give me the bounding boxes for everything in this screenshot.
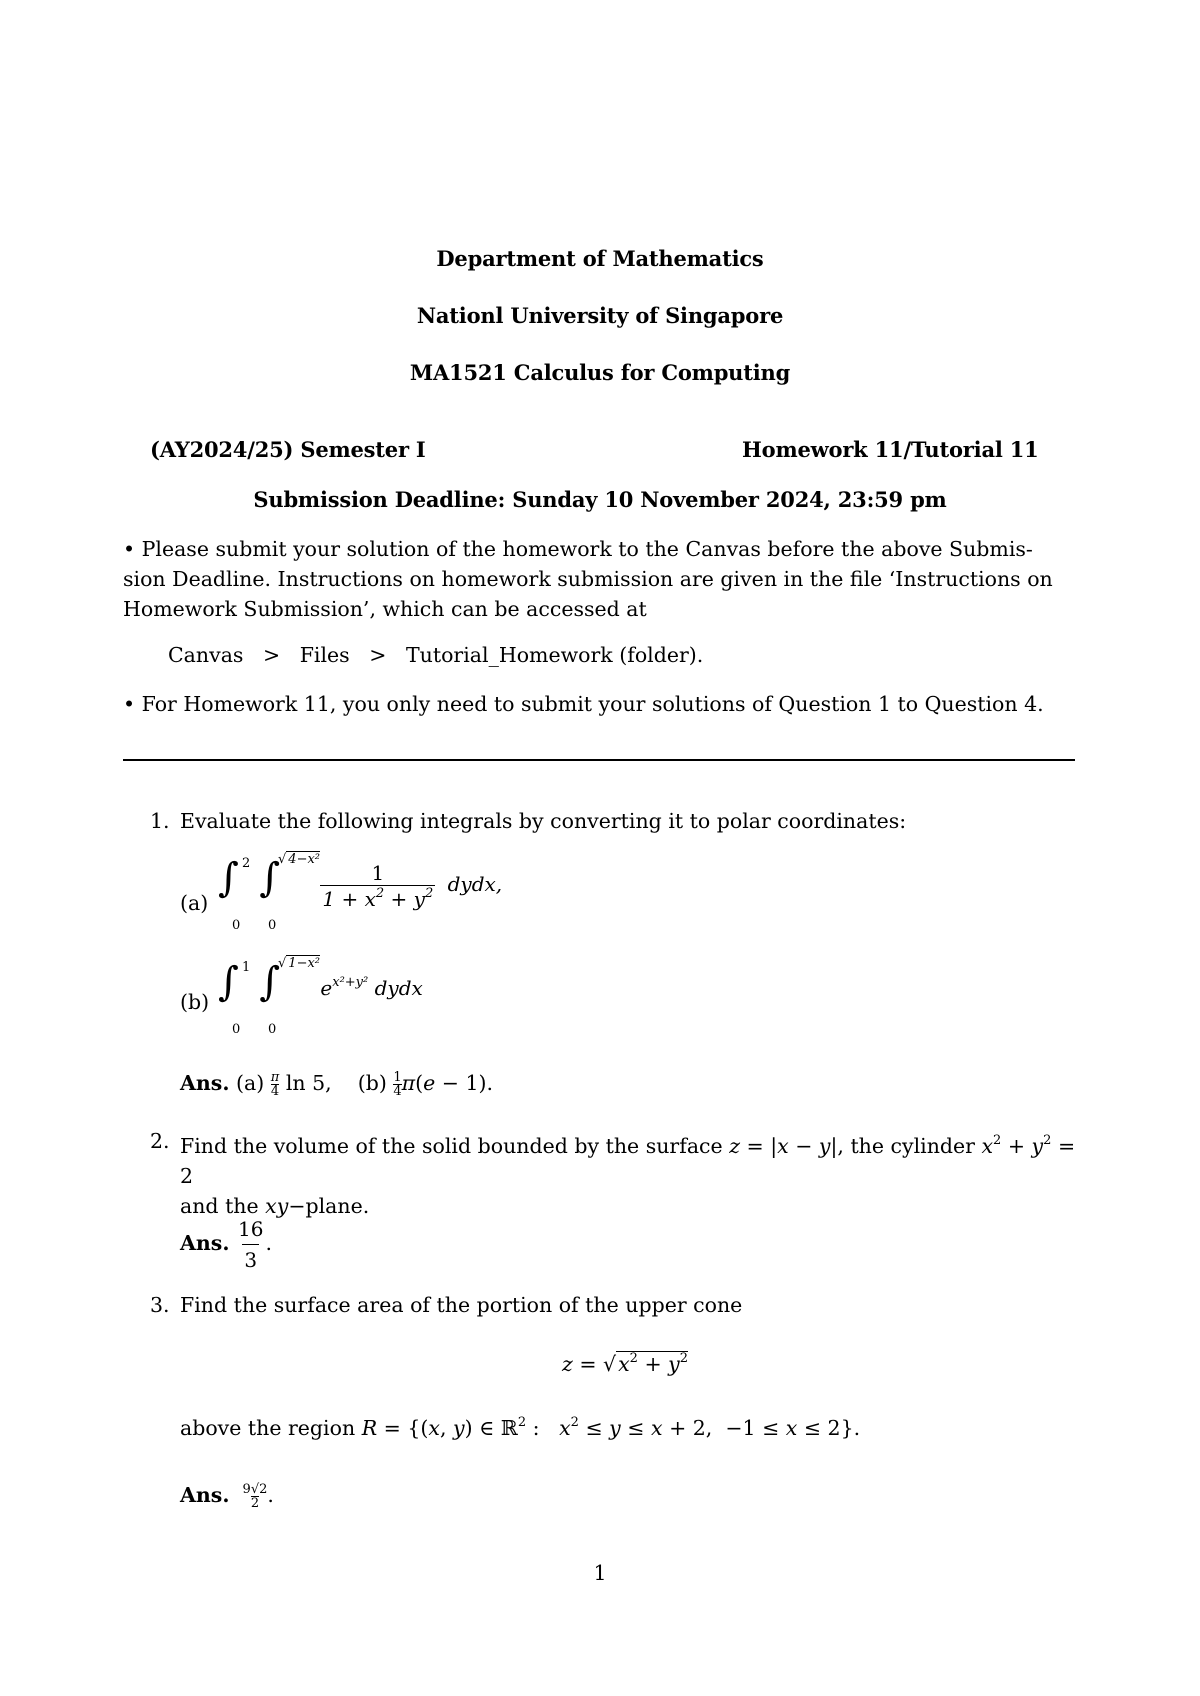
answer-label: Ans. — [180, 1071, 230, 1095]
q2-line-2: and the — [180, 1194, 259, 1218]
q2-text: Find the volume of the solid bounded by the surface z = |x − y|, the cylinder $x^2 + y^2 = 2$ and the xy−plane. — [180, 1133, 1076, 1218]
homework-label: Homework 11/Tutorial 11 — [742, 437, 1039, 462]
canvas-path: Canvas > Files > Tutorial_Homework (folder). — [168, 643, 704, 667]
instruction-line: Homework Submission’, which can be accessed at — [123, 597, 647, 621]
instruction-line: • Please submit your solution of the homework to the Canvas before the above Submis- — [123, 537, 1033, 561]
q3-cone-equation: $z = √x^2 + y^2$ — [562, 1351, 689, 1376]
course-title: MA1521 Calculus for Computing — [409, 360, 791, 385]
q1b-integral: ∫ 1 0 ∫ √ 1−x² 0 $e^{x^2+y^2}$ dydx — [218, 956, 423, 1037]
instruction-line: sion Deadline. Instructions on homework submission are given in the file ‘Instructions on — [123, 567, 1053, 591]
answer-label: Ans. — [180, 1483, 230, 1507]
university-title: Nationl University of Singapore — [416, 303, 784, 328]
instruction-bullet-2: • For Homework 11, you only need to submit your solutions of Question 1 to Question 4. — [123, 692, 1044, 716]
page-number: 1 — [593, 1561, 607, 1585]
q3-region-label: above the region — [180, 1416, 356, 1440]
q1-text: Evaluate the following integrals by converting it to polar coordinates: — [180, 809, 907, 833]
q2-plane: −plane. — [288, 1194, 370, 1218]
q3-answer: Ans. $\frac{9√2}{2}$ . — [180, 1482, 274, 1511]
q3-region: above the region R = {(x, y) ∈ ℝ$^2$ : $x^2 \le y \le x + 2$, −1 ≤ x ≤ 2}. — [180, 1415, 861, 1440]
q2-number: 2. — [150, 1129, 170, 1153]
q1a-integral: ∫ 2 0 ∫ √ 4−x² 0 $\frac{1}{1 + x^2 + y^2}$ dydx, — [218, 852, 503, 933]
q3-number: 3. — [150, 1293, 170, 1317]
answer-label: Ans. — [180, 1231, 230, 1255]
instruction-bullet-1 — [123, 534, 1083, 624]
q2-answer: Ans. $\frac{16}{3}$ . — [180, 1214, 272, 1275]
q1-number: 1. — [150, 809, 170, 833]
q1b-label: (b) — [180, 990, 210, 1014]
q3-text: Find the surface area of the portion of the upper cone — [180, 1293, 743, 1317]
q2-line-1: Find the volume of the solid bounded by the surface — [180, 1134, 723, 1158]
deadline-label: Submission Deadline: Sunday 10 November 2024, 23:59 pm — [253, 487, 947, 512]
semester-label: (AY2024/25) Semester I — [150, 437, 426, 462]
q1-answer: Ans. (a) $\frac{\pi}{4}$ ln 5, (b) $\frac{1}{4}$ π(e − 1). — [180, 1070, 494, 1099]
department-title: Department of Mathematics — [436, 246, 764, 271]
q1a-label: (a) — [180, 891, 209, 915]
section-divider — [123, 759, 1075, 761]
